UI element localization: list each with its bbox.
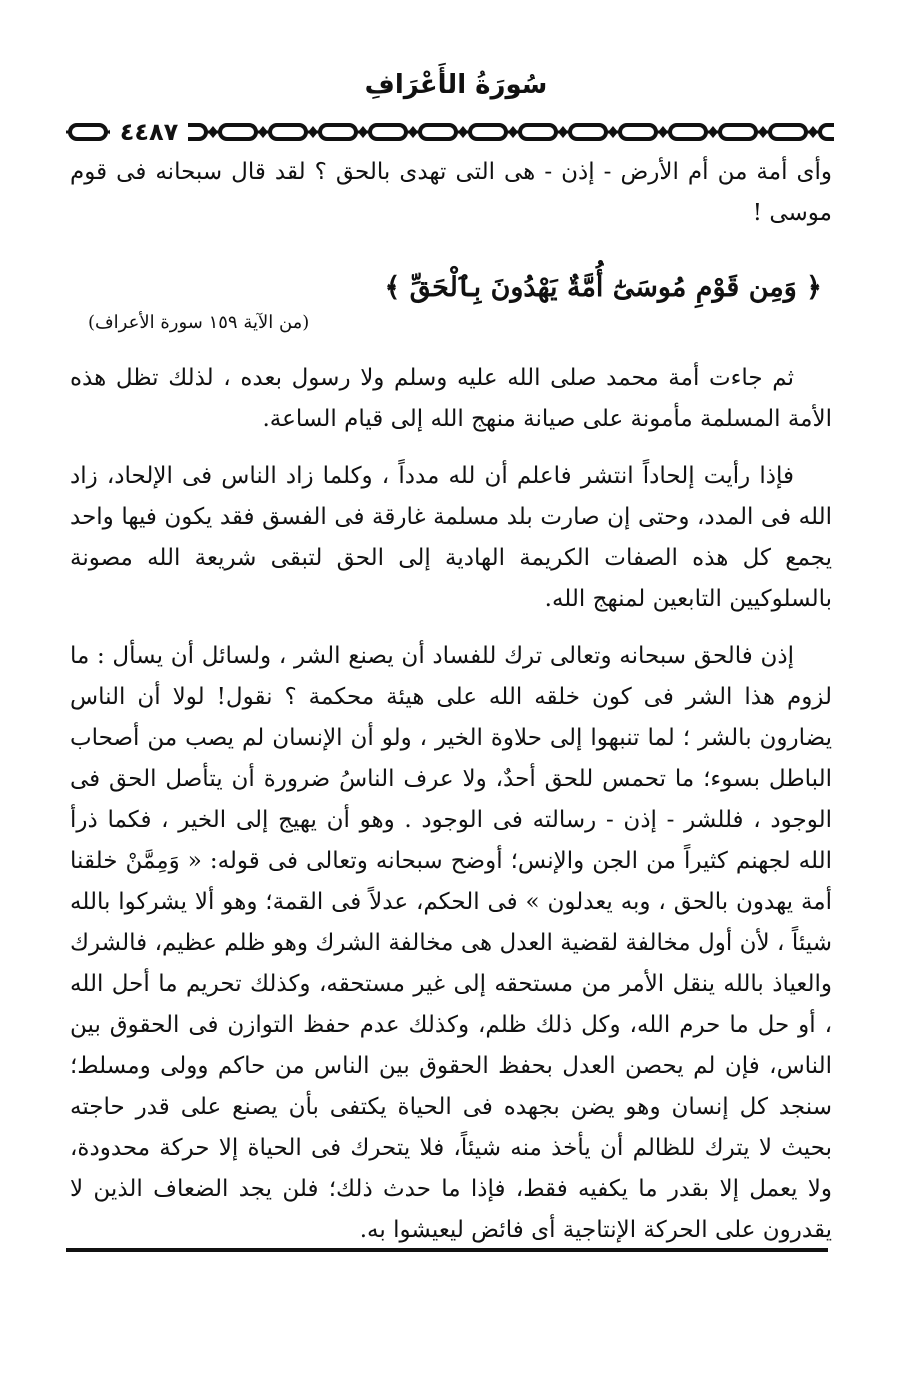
ornament-diamond bbox=[608, 126, 618, 138]
ornament-diamond bbox=[208, 126, 218, 138]
ornament-diamond bbox=[708, 126, 718, 138]
ornament-link bbox=[370, 125, 406, 139]
ornament-diamond bbox=[258, 126, 268, 138]
quran-verse: ﴿ وَمِن قَوْمِ مُوسَىٰٓ أُمَّةٌ يَهْدُونَ بِٱلْحَقِّ ﴾ bbox=[384, 272, 822, 303]
ornament-diamond bbox=[758, 126, 768, 138]
ornament-link bbox=[670, 125, 706, 139]
page-number: ٤٤٨٧ bbox=[110, 116, 188, 148]
ornament-link bbox=[470, 125, 506, 139]
ornament-diamond bbox=[508, 126, 518, 138]
ornament-link bbox=[820, 125, 834, 139]
intro-paragraph: وأى أمة من أم الأرض - إذن - هى التى تهدى بالحق ؟ لقد قال سبحانه فى قوم موسى ! bbox=[70, 159, 832, 226]
ornament-diamond bbox=[658, 126, 668, 138]
main-text bbox=[70, 152, 832, 1267]
paragraph-3: إذن فالحق سبحانه وتعالى ترك للفساد أن يصنع الشر ، ولسائل أن يسأل : ما لزوم هذا الشر فى كون خلقه الله على هيئة محكمة ؟ نقول! لولا أن الناس يضارون بالشر ؛ لما تنبهوا إلى حلاوة الخير ، ولو أن الإنسان لم يصب من أصحاب الباطل بسوء؛ ما تحمس للحق أحدٌ، ولا عرف الناسُ ضرورة أن يتأصل الحق فى الوجود ، فللشر - إذن - رسالته فى الوجود . وهو أن يهيج إلى الخير ، فكما ذرأ الله لجهنم كثيراً من الجن والإنس؛ أوضح سبحانه وتعالى فى قوله: « وَمِمَّنْ خلقنا أمة يهدون بالحق ، وبه يعدلون » فى الحكم، عدلاً فى القمة؛ وهو ألا يشركوا بالله شيئاً ، لأن أول مخالفة لقضية العدل هى مخالفة الشرك وهو ظلم عظيم، فالشرك والعياذ بالله ينقل الأمر من مستحقه إلى غير مستحقه، وكذلك تحريم ما أحل الله ، أو حل ما حرم الله، وكل ذلك ظلم، وكذلك عدم حفظ التوازن فى الحقوق بين الناس، فإن لم يحصن العدل بحفظ الحقوق بين الناس من حاكم وولى ومسلط؛ سنجد كل إنسان وهو يضن بجهده فى الحياة يكتفى بأن يصنع على قدر حاجته بحيث لا يترك للظالم أن يأخذ منه شيئاً، فلا يتحرك فى الحياة إلا حركة محدودة، ولا يعمل إلا بقدر ما يكفيه فقط، فإذا ما حدث ذلك؛ فلن يجد الضعاف الذين لا يقدرون على الحركة الإنتاجية أى فائض ليعيشوا به. bbox=[70, 643, 832, 1243]
ornament-link bbox=[270, 125, 306, 139]
bottom-rule bbox=[66, 1248, 828, 1252]
ornament-link bbox=[420, 125, 456, 139]
ornament-diamond bbox=[558, 126, 568, 138]
ornament-diamond bbox=[458, 126, 468, 138]
ornament-link bbox=[570, 125, 606, 139]
ornament-diamond bbox=[808, 126, 818, 138]
ornament-link bbox=[220, 125, 256, 139]
ornament-link bbox=[770, 125, 806, 139]
paragraph-2: فإذا رأيت إلحاداً انتشر فاعلم أن لله مدداً ، وكلما زاد الناس فى الإلحاد، زاد الله فى المدد، وحتى إن صارت بلد مسلمة غارقة فى الفسق فقد يكون فيها واحد يجمع كل هذه الصفات الكريمة الهادية إلى الحق لتبقى شريعة الله مصونة بالسلوكيين التابعين لمنهج الله. bbox=[70, 463, 832, 612]
ornament-diamond bbox=[358, 126, 368, 138]
verse-reference: (من الآية ١٥٩ سورة الأعراف) bbox=[88, 312, 310, 333]
paragraph-1: ثم جاءت أمة محمد صلى الله عليه وسلم ولا رسول بعده ، لذلك تظل هذه الأمة المسلمة مأمونة على صيانة منهج الله إلى قيام الساعة. bbox=[70, 365, 832, 432]
surah-title: سُورَةُ الأَعْرَافِ bbox=[364, 70, 548, 100]
ornament-link bbox=[320, 125, 356, 139]
ornament-diamond bbox=[408, 126, 418, 138]
ornament-diamond bbox=[308, 126, 318, 138]
ornament-link bbox=[720, 125, 756, 139]
ornament-link bbox=[70, 125, 106, 139]
ornament-link bbox=[520, 125, 556, 139]
ornament-link bbox=[620, 125, 656, 139]
